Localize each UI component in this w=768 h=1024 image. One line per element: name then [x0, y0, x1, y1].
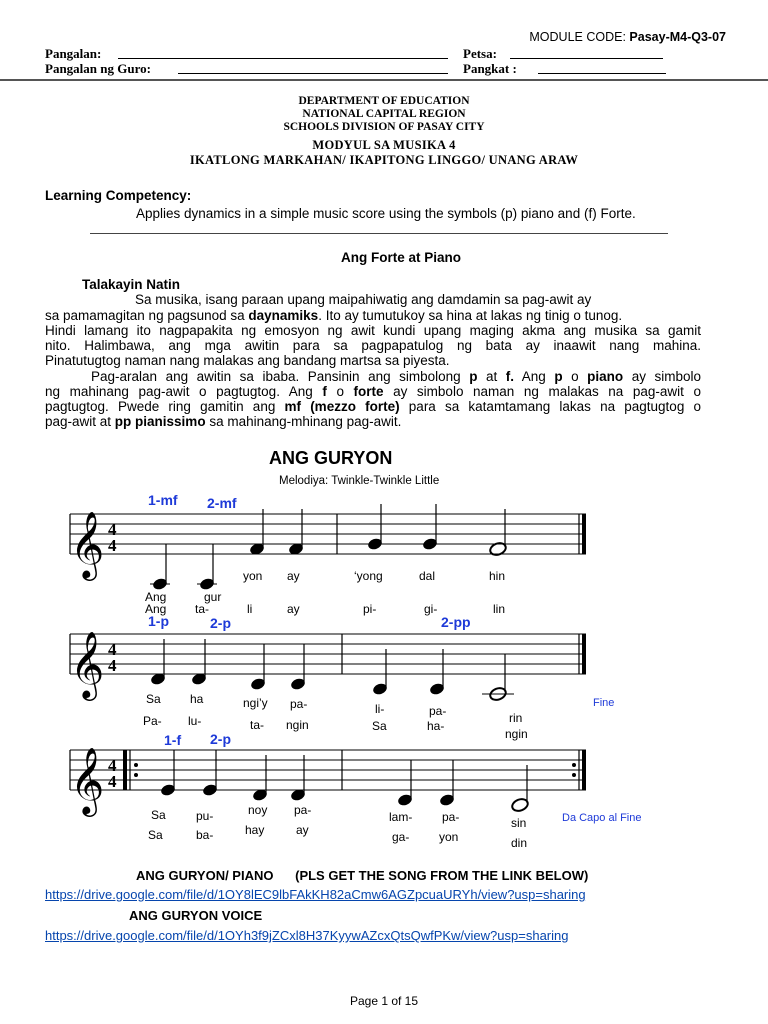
pangalan-field[interactable] [118, 58, 448, 59]
treble-clef-icon: 𝄞 [70, 630, 105, 698]
department-heading: DEPARTMENT OF EDUCATION NATIONAL CAPITAL REGION SCHOOLS DIVISION OF PASAY CITY [283, 95, 485, 133]
s2-v1-1: ha [190, 692, 204, 706]
pangalan-label: Pangalan: [45, 46, 102, 61]
song-title: ANG GURYON [269, 448, 393, 468]
s1-v1-4: ‘yong [354, 569, 383, 583]
competency-divider [90, 233, 668, 234]
svg-text:4: 4 [108, 640, 117, 659]
svg-text:4: 4 [108, 772, 117, 791]
s3-v2-5: yon [439, 830, 459, 844]
para1-line1: Sa musika, isang paraan upang maipahiwatig ang damdamin sa pag-awit ay [135, 292, 592, 307]
svg-text:4: 4 [108, 756, 117, 775]
piano-heading: ANG GURYON/ PIANO (PLS GET THE SONG FROM THE LINK BELOW) [136, 868, 589, 883]
staff3-dyn-1: 1-f [164, 732, 182, 748]
time-sig-top: 4 [108, 520, 117, 539]
staff3 [0, 736, 768, 856]
s2-v1-0: Sa [146, 692, 161, 706]
guro-label: Pangalan ng Guro: [45, 61, 151, 76]
s1-v2-3: ay [287, 602, 300, 616]
staff3-notes [160, 750, 530, 813]
module-heading: MODYUL SA MUSIKA 4 IKATLONG MARKAHAN/ IKAPITONG LINGGO/ UNANG ARAW [189, 138, 579, 167]
s1-v2-4: pi- [363, 602, 377, 616]
module-code-value: Pasay-M4-Q3-07 [629, 30, 726, 44]
s3-v1-2: noy [248, 803, 268, 817]
treble-clef-icon: 𝄞 [70, 510, 105, 578]
s3-v1-3: pa- [294, 803, 312, 817]
section-title: Ang Forte at Piano [341, 250, 462, 265]
competency-text: Applies dynamics in a simple music score using the symbols (p) piano and (f) Forte. [136, 206, 636, 221]
petsa-field[interactable] [510, 58, 663, 59]
s2-v2-3: ngin [286, 718, 309, 732]
staff1-notes [150, 504, 507, 591]
staff3-dyn-2: 2-p [210, 731, 231, 747]
para2-line1: Pag-aralan ang awitin sa ibaba. Pansinin ang simbolong p at f. Ang p o piano ay simbolo [91, 369, 702, 384]
s3-v1-6: sin [511, 816, 527, 830]
da-capo-marking: Da Capo al Fine [562, 812, 642, 824]
s3-v2-6: din [511, 836, 528, 850]
s1-v2-1: ta- [195, 602, 210, 616]
s2-v1-4: li- [375, 702, 385, 716]
petsa-label: Petsa: [463, 46, 497, 61]
s2-v2-5: ha- [427, 719, 445, 733]
s1-v1-2: yon [243, 569, 263, 583]
staff1 [0, 500, 768, 620]
s2-v1-6: rin [509, 711, 523, 725]
piano-link[interactable]: https://drive.google.com/file/d/1OY8lEC9lbFAkKH82aCmw6AGZpcuaURYh/view?usp=sharing [45, 887, 586, 902]
s1-v1-5: dal [419, 569, 436, 583]
staff2-dyn-1: 1-p [148, 613, 169, 629]
s1-v2-2: li [247, 602, 253, 616]
s1-v1-6: hin [489, 569, 506, 583]
staff2-dyn-2: 2-p [210, 615, 231, 631]
para2-line4: pag-awit at pp pianissimo sa mahinang-mhinang pag-awit. [45, 414, 402, 429]
svg-text:4: 4 [108, 656, 117, 675]
s2-v1-2: ngi’y [243, 696, 268, 710]
song-melody: Melodiya: Twinkle-Twinkle Little [279, 475, 440, 487]
staff2-dyn-3: 2-pp [441, 614, 471, 630]
s2-v2-1: lu- [188, 714, 202, 728]
s1-v1-1: gur [204, 590, 222, 604]
header-divider [0, 79, 768, 81]
s1-v1-3: ay [287, 569, 300, 583]
s1-v1-0: Ang [145, 590, 167, 604]
s3-v2-4: ga- [392, 830, 410, 844]
s1-v2-5: gi- [424, 602, 438, 616]
staff1-dyn-1: 1-mf [148, 492, 178, 508]
s3-v1-1: pu- [196, 809, 214, 823]
s2-v1-3: pa- [290, 697, 308, 711]
s3-v1-4: lam- [389, 810, 413, 824]
guro-field[interactable] [178, 73, 448, 74]
staff2-notes [150, 639, 514, 702]
module-code: MODULE CODE: Pasay-M4-Q3-07 [529, 30, 726, 44]
page-number: Page 1 of 15 [349, 994, 419, 1008]
staff1-lines [70, 514, 586, 554]
voice-heading: ANG GURYON VOICE [129, 908, 263, 923]
treble-clef-icon: 𝄞 [70, 746, 105, 814]
s1-v2-6: lin [493, 602, 506, 616]
talakayin-heading: Talakayin Natin [82, 277, 181, 292]
time-sig-bottom: 4 [108, 536, 117, 555]
fine-marking: Fine [593, 697, 615, 709]
s3-v2-0: Sa [148, 828, 163, 842]
para2-line3: pagtugtog. Pwede ring gamitin ang mf (mezzo forte) para sa katamtamang lakas na pagtugtog o [45, 399, 702, 414]
para1-line3: Hindi lamang ito nagpapakita ng emosyon ng awit kundi upang maging akma ang musika sa gamit [45, 323, 701, 338]
s2-v2-4: Sa [372, 719, 387, 733]
s3-v1-5: pa- [442, 810, 460, 824]
competency-label: Learning Competency: [45, 188, 192, 203]
pangkat-field[interactable] [538, 73, 666, 74]
staff2-lines [70, 634, 586, 674]
voice-link[interactable]: https://drive.google.com/file/d/1OYh3f9jZCxl8H37KyywAZcxQtsQwfPKw/view?usp=sharing [45, 928, 569, 943]
para1-line5: Pinatutugtog naman nang malakas ang bandang martsa sa piyesta. [45, 353, 450, 368]
s3-v2-2: hay [245, 823, 265, 837]
staff1-dyn-2: 2-mf [207, 495, 237, 511]
s2-v2-2: ta- [250, 718, 265, 732]
s3-v2-3: ay [296, 823, 309, 837]
s2-v2-0: Pa- [143, 714, 162, 728]
para1-line2: sa pamamagitan ng pagsunod sa daynamiks. Ito ay tumutukoy sa hina at lakas ng tinig o tunog. [45, 308, 623, 323]
para2-line2: ng mahinang pag-awit o pagtugtog. Ang f o forte ay simbolo naman ng malakas na pag-awit o [45, 384, 701, 399]
para1-line4: nito. Halimbawa, ang mga awitin para sa pagpapatulog ng bata ay inaawit nang mahina. [45, 338, 701, 353]
s2-v1-5: pa- [429, 704, 447, 718]
staff3-lines [70, 750, 586, 790]
s3-v1-0: Sa [151, 808, 166, 822]
s3-v2-1: ba- [196, 828, 214, 842]
s2-v2-6: ngin [505, 727, 528, 741]
pangkat-label: Pangkat : [463, 61, 517, 76]
s1-v2-0: Ang [145, 602, 167, 616]
